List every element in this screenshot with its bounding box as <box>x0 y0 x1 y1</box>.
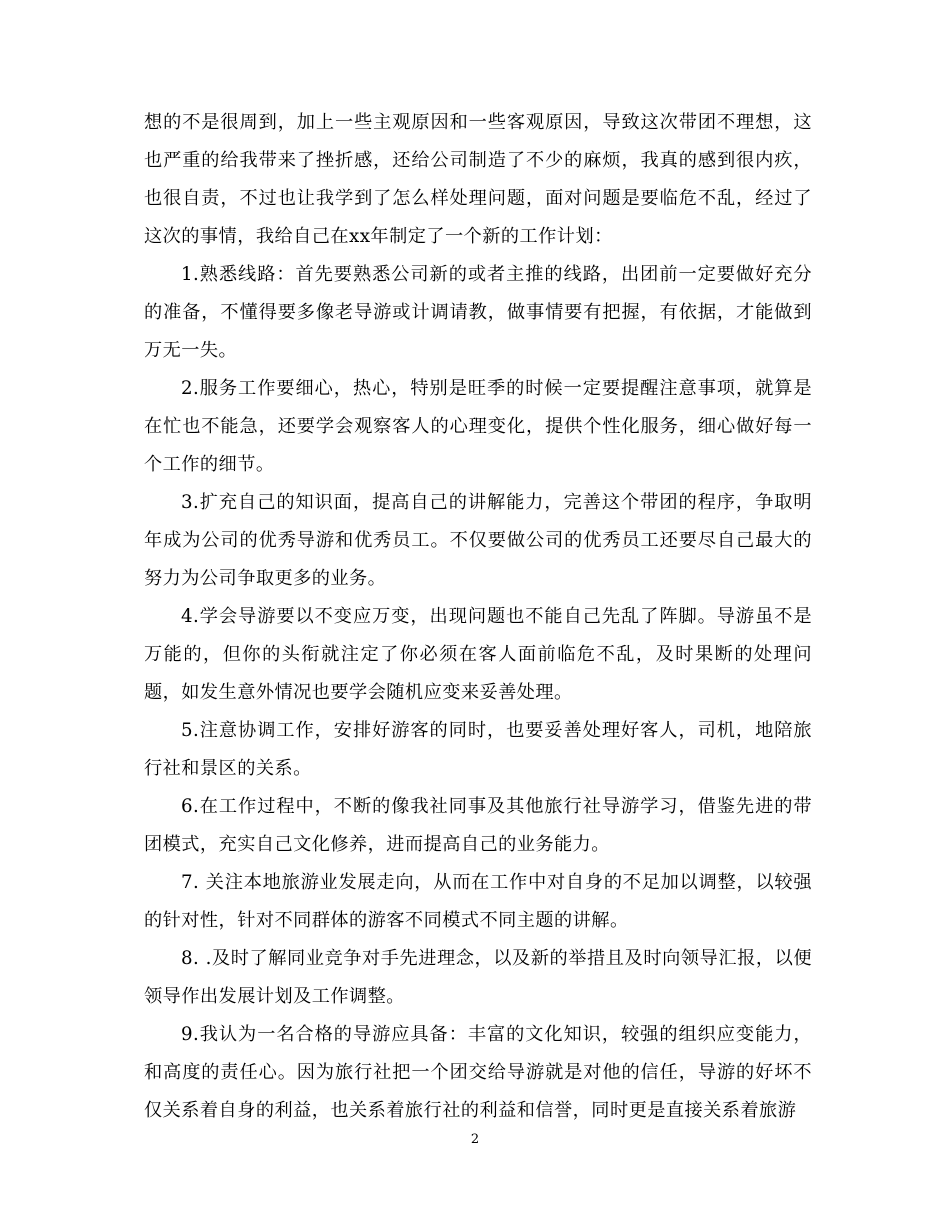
paragraph-item-2: 2.服务工作要细心，热心，特别是旺季的时候一定要提醒注意事项，就算是在忙也不能急，还要学会观察客人的心理变化，提供个性化服务，细心做好每一个工作的细节。 <box>144 378 812 475</box>
paragraph-item-8: 8. .及时了解同业竞争对手先进理念，以及新的举措且及时向领导汇报，以便领导作出发展计划及工作调整。 <box>144 948 812 1007</box>
paragraph-item-1: 1.熟悉线路：首先要熟悉公司新的或者主推的线路，出团前一定要做好充分的准备，不懂得要多像老导游或计调请教，做事情要有把握，有依据，才能做到万无一失。 <box>144 264 812 361</box>
paragraph-item-5: 5.注意协调工作，安排好游客的同时，也要妥善处理好客人，司机，地陪旅行社和景区的关系。 <box>144 720 812 779</box>
paragraph-item-4: 4.学会导游要以不变应万变，出现问题也不能自己先乱了阵脚。导游虽不是万能的，但你的头衔就注定了你必须在客人面前临危不乱，及时果断的处理问题，如发生意外情况也要学会随机应变来妥善处理。 <box>144 606 812 703</box>
paragraph-item-6: 6.在工作过程中，不断的像我社同事及其他旅行社导游学习，借鉴先进的带团模式，充实自己文化修养，进而提高自己的业务能力。 <box>144 796 812 855</box>
page-number: 2 <box>470 1132 480 1147</box>
paragraph-item-3: 3.扩充自己的知识面，提高自己的讲解能力，完善这个带团的程序，争取明年成为公司的优秀导游和优秀员工。不仅要做公司的优秀员工还要尽自己最大的努力为公司争取更多的业务。 <box>144 492 812 589</box>
paragraph-continuation: 想的不是很周到，加上一些主观原因和一些客观原因，导致这次带团不理想，这也严重的给我带来了挫折感，还给公司制造了不少的麻烦，我真的感到很内疚，也很自责，不过也让我学到了怎么样处理问题，面对问题是要临危不乱，经过了这次的事情，我给自己在xx年制定了一个新的工作计划： <box>144 112 812 247</box>
paragraph-item-9: 9.我认为一名合格的导游应具备：丰富的文化知识，较强的组织应变能力，和高度的责任心。因为旅行社把一个团交给导游就是对他的信任，导游的好坏不仅关系着自身的利益，也关系着旅行社的利益和信誉，同时更是直接关系着旅游 <box>144 1024 812 1121</box>
paragraph-item-7: 7. 关注本地旅游业发展走向，从而在工作中对自身的不足加以调整，以较强的针对性，针对不同群体的游客不同模式不同主题的讲解。 <box>144 872 812 931</box>
document-body <box>144 104 812 1130</box>
